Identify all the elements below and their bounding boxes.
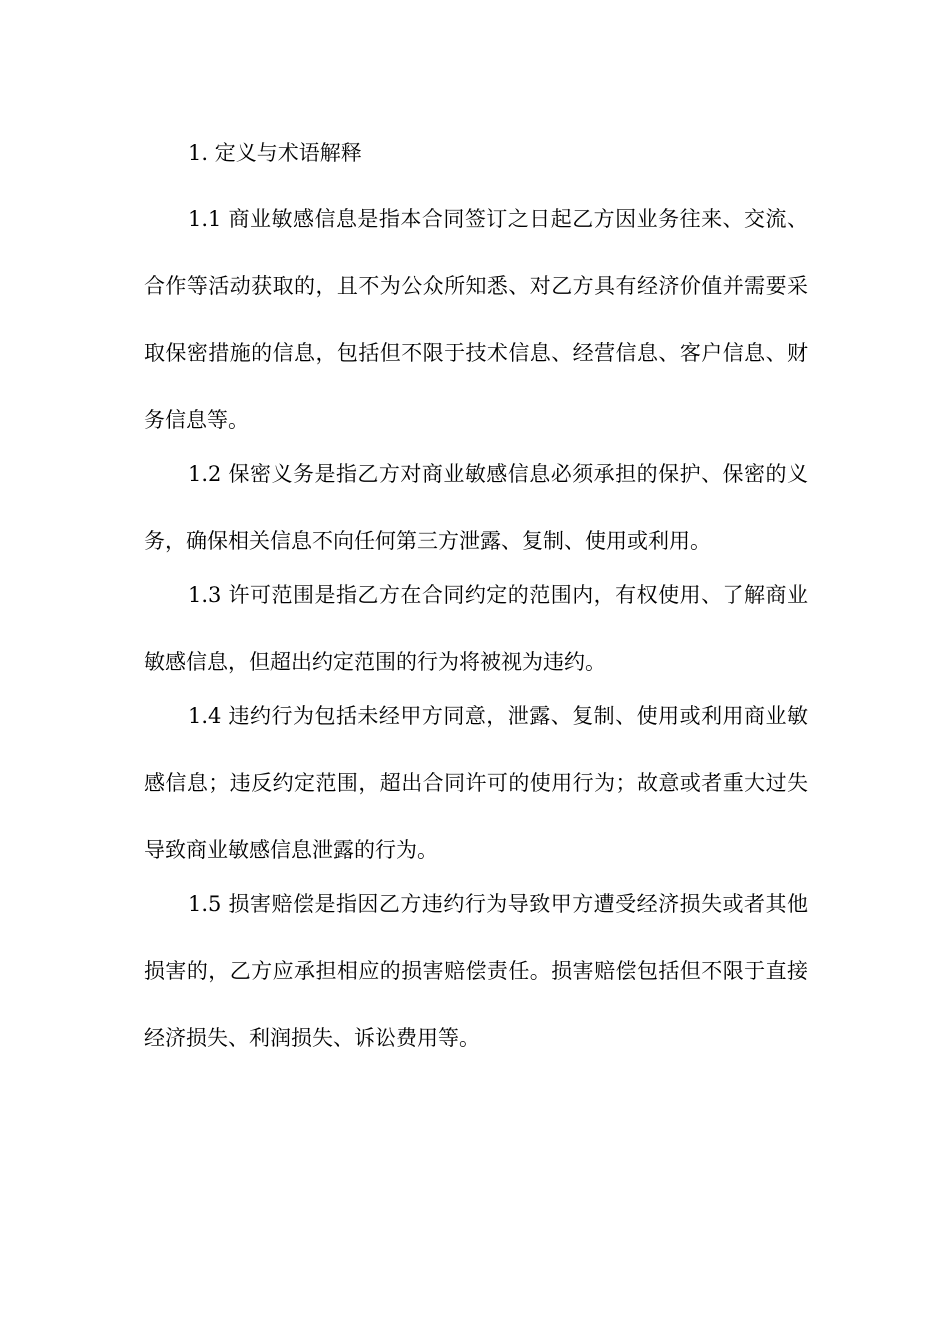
paragraph-1-5: 1.5 损害赔偿是指因乙方违约行为导致甲方遭受经济损失或者其他损害的，乙方应承担相应的损害赔偿责任。损害赔偿包括但不限于直接经济损失、利润损失、诉讼费用等。 [144, 892, 808, 1050]
document-body [144, 133, 808, 1072]
paragraph-1-2: 1.2 保密义务是指乙方对商业敏感信息必须承担的保护、保密的义务，确保相关信息不向任何第三方泄露、复制、使用或利用。 [144, 462, 808, 553]
paragraph-1-1: 1.1 商业敏感信息是指本合同签订之日起乙方因业务往来、交流、合作等活动获取的，且不为公众所知悉、对乙方具有经济价值并需要采取保密措施的信息，包括但不限于技术信息、经营信息、客户信息、财务信息等。 [144, 207, 808, 432]
paragraph-1-4: 1.4 违约行为包括未经甲方同意，泄露、复制、使用或利用商业敏感信息；违反约定范围，超出合同许可的使用行为；故意或者重大过失导致商业敏感信息泄露的行为。 [144, 704, 808, 862]
section-heading: 1. 定义与术语解释 [188, 141, 362, 165]
paragraph-1-3: 1.3 许可范围是指乙方在合同约定的范围内，有权使用、了解商业敏感信息，但超出约定范围的行为将被视为违约。 [144, 583, 808, 674]
